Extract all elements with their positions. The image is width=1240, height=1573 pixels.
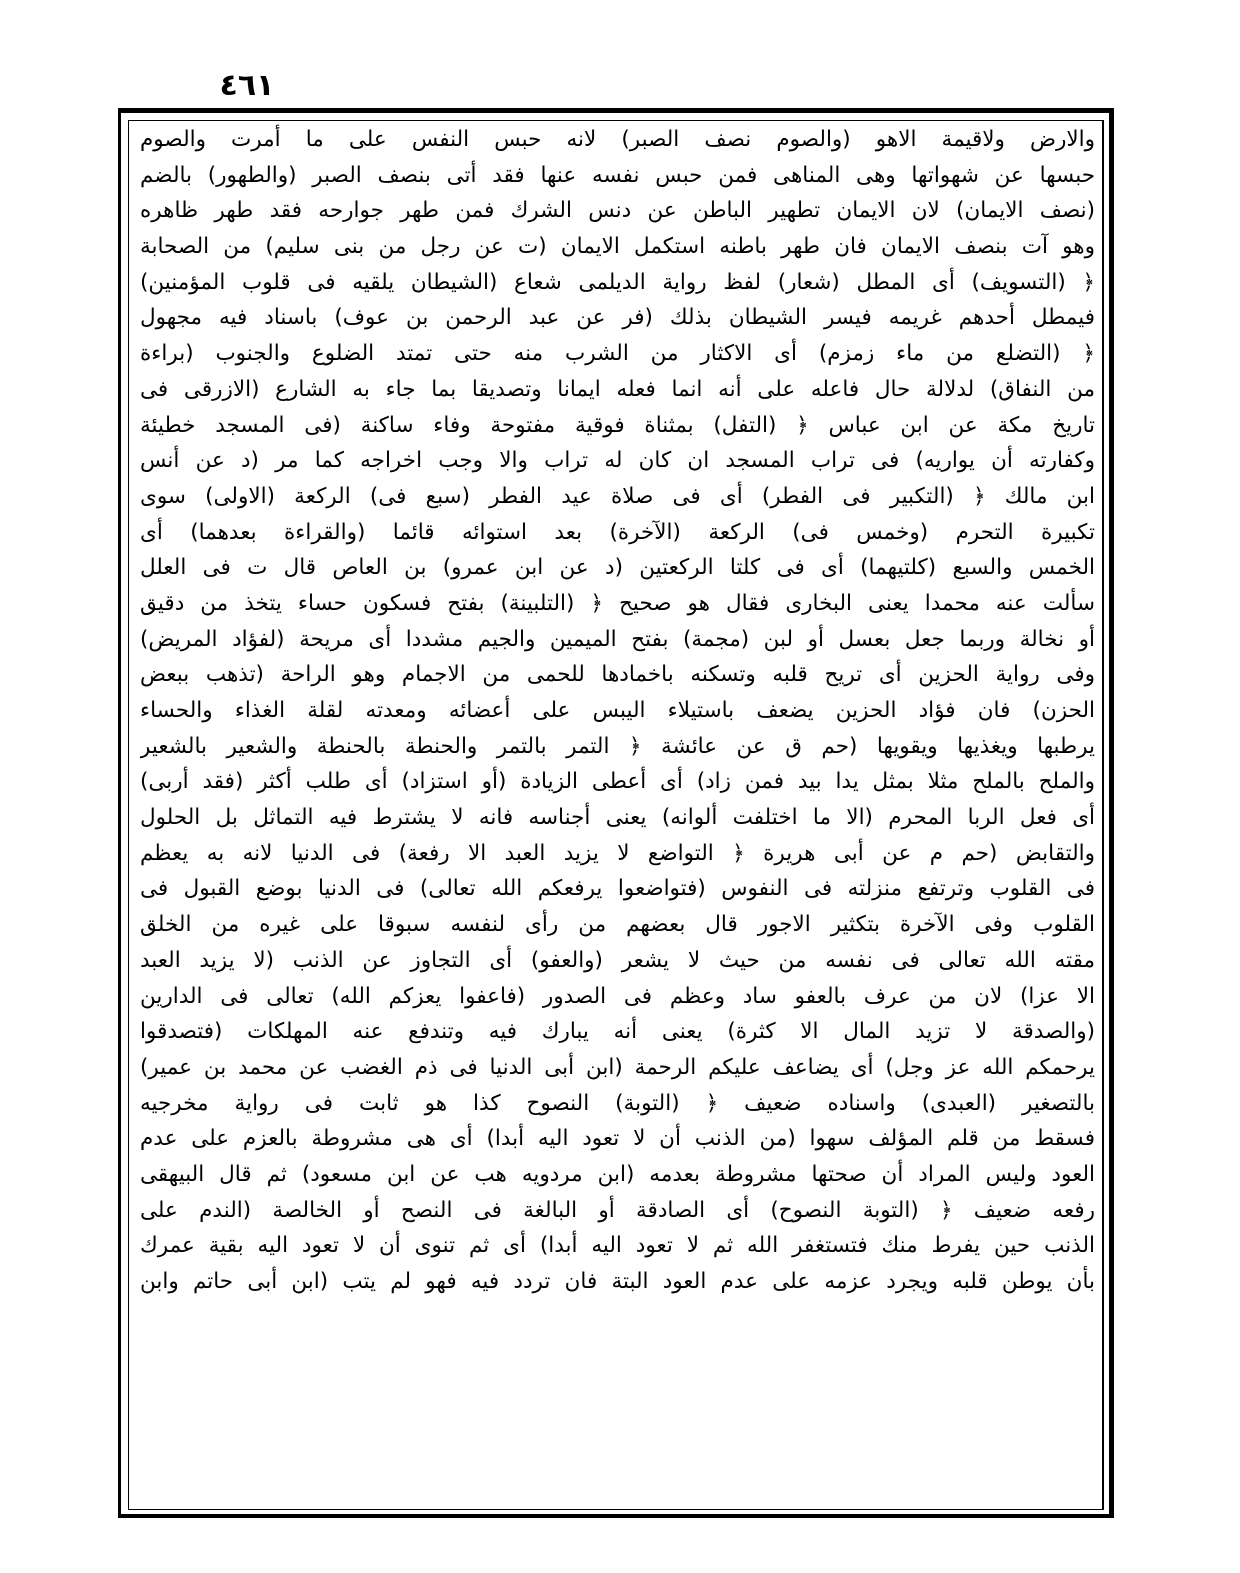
text-line: العود وليس المراد أن صحتها مشروطة بعدمه (ابن مردويه هب عن ابن مسعود) ثم قال البيهقى [140, 1161, 1095, 1187]
text-line: مقته الله تعالى فى نفسه من حيث لا يشعر (والعفو) أى التجاوز عن الذنب (لا يزيد العبد [140, 947, 1095, 973]
text-line: ﴿ (التسويف) أى المطل (شعار) لفظ رواية الديلمى شعاع (الشيطان يلقيه فى قلوب المؤمنين) [140, 269, 1095, 295]
text-line: والارض ولاقيمة الاهو (والصوم نصف الصبر) لانه حبس النفس على ما أمرت والصوم [140, 127, 1095, 152]
text-line: حبسها عن شهواتها وهى المناهى فمن حبس نفسه عنها فقد أتى بنصف الصبر (والطهور) بالضم [140, 162, 1095, 188]
text-line: الحزن) فان فؤاد الحزين يضعف باستيلاء اليبس على أعضائه ومعدته لقلة الغذاء والحساء [140, 698, 1095, 723]
text-line: فى القلوب وترتفع منزلته فى النفوس (فتواضعوا يرفعكم الله تعالى) فى الدنيا بوضع القبول فى [140, 876, 1095, 902]
text-line: تكبيرة التحرم (وخمس فى) الركعة (الآخرة) بعد استوائه قائما (والقراءة بعدهما) أى [140, 519, 1095, 545]
text-line: بالتصغير (العبدى) واسناده ضعيف ﴿ (التوبة) النصوح كذا هو ثابت فى رواية مخرجيه [140, 1090, 1095, 1116]
text-line: وفى رواية الحزين أى تريح قلبه وتسكنه باخمادها للحمى من الاجمام وهو الراحة (تذهب ببعض [140, 662, 1095, 688]
text-line: يرطبها ويغذيها ويقويها (حم ق عن عائشة ﴿ التمر بالتمر والحنطة بالحنطة والشعير بالشعير [140, 733, 1095, 759]
text-line: والملح بالملح مثلا بمثل يدا بيد فمن زاد) أى أعطى الزيادة (أو استزاد) أى طلب أكثر (فقد أربى) [140, 769, 1095, 795]
text-line: سألت عنه محمدا يعنى البخارى فقال هو صحيح ﴿ (التلبينة) بفتح فسكون حساء يتخذ من دقيق [140, 590, 1095, 616]
text-line: ﴿ (التضلع من ماء زمزم) أى الاكثار من الشرب منه حتى تمتد الضلوع والجنوب (براءة [140, 341, 1095, 367]
text-line: وكفارته أن يواريه) فى تراب المسجد ان كان له تراب والا وجب اخراجه كما مر (د عن أنس [140, 448, 1095, 474]
text-line: ابن مالك ﴿ (التكبير فى الفطر) أى فى صلاة عيد الفطر (سبع فى) الركعة (الاولى) سوى [140, 483, 1095, 509]
text-line: (والصدقة لا تزيد المال الا كثرة) يعنى أنه يبارك فيه وتندفع عنه المهلكات (فتصدقوا [140, 1019, 1095, 1045]
text-line: تاريخ مكة عن ابن عباس ﴿ (التفل) بمثناة فوقية مفتوحة وفاء ساكنة (فى المسجد خطيئة [140, 412, 1095, 438]
page-number: ٤٦١ [219, 68, 275, 103]
text-line: فيمطل أحدهم غريمه فيسر الشيطان بذلك (فر عن عبد الرحمن بن عوف) باسناد فيه مجهول [140, 305, 1095, 331]
text-line: والتقابض (حم م عن أبى هريرة ﴿ التواضع لا يزيد العبد الا رفعة) فى الدنيا لانه به يعظم [140, 840, 1095, 866]
text-line: الا عزا) لان من عرف بالعفو ساد وعظم فى الصدور (فاعفوا يعزكم الله) تعالى فى الدارين [140, 983, 1095, 1009]
text-line: (نصف الايمان) لان الايمان تطهير الباطن عن دنس الشرك فمن طهر جوارحه فقد طهر ظاهره [140, 198, 1095, 224]
text-line: الخمس والسبع (كلتيهما) أى فى كلتا الركعتين (د عن ابن عمرو) بن العاص قال ت فى العلل [140, 555, 1095, 581]
text-line: وهو آت بنصف الايمان فان طهر باطنه استكمل الايمان (ت عن رجل من بنى سليم) من الصحابة [140, 234, 1095, 260]
text-line: رفعه ضعيف ﴿ (التوبة النصوح) أى الصادقة أو البالغة فى النصح أو الخالصة (الندم على [140, 1197, 1095, 1223]
text-line: فسقط من قلم المؤلف سهوا (من الذنب أن لا تعود اليه أبدا) أى هى مشروطة بالعزم على عدم [140, 1126, 1095, 1152]
text-line: يرحمكم الله عز وجل) أى يضاعف عليكم الرحمة (ابن أبى الدنيا فى ذم الغضب عن محمد بن عمير) [140, 1054, 1095, 1080]
text-line: القلوب وفى الآخرة بتكثير الاجور قال بعضهم من رأى لنفسه سبوقا على غيره من الخلق [140, 912, 1095, 938]
text-line: بأن يوطن قلبه ويجرد عزمه على عدم العود البتة فان تردد فيه فهو لم يتب (ابن أبى حاتم وابن [140, 1269, 1095, 1294]
text-line: من النفاق) لدلالة حال فاعله على أنه انما فعله ايمانا وتصديقا بما جاء به الشارع (الازرقى فى [140, 376, 1095, 402]
text-line: أو نخالة وربما جعل بعسل أو لبن (مجمة) بفتح الميمين والجيم مشددا أى مريحة (لفؤاد المريض) [140, 626, 1095, 652]
text-line: أى فعل الربا المحرم (الا ما اختلفت ألوانه) يعنى أجناسه فانه لا يشترط فيه التماثل بل الحلول [140, 805, 1095, 831]
text-block [140, 122, 1095, 1507]
text-line: الذنب حين يفرط منك فتستغفر الله ثم لا تعود اليه أبدا) أى ثم تنوى أن لا تعود اليه بقية عمرك [140, 1233, 1095, 1259]
